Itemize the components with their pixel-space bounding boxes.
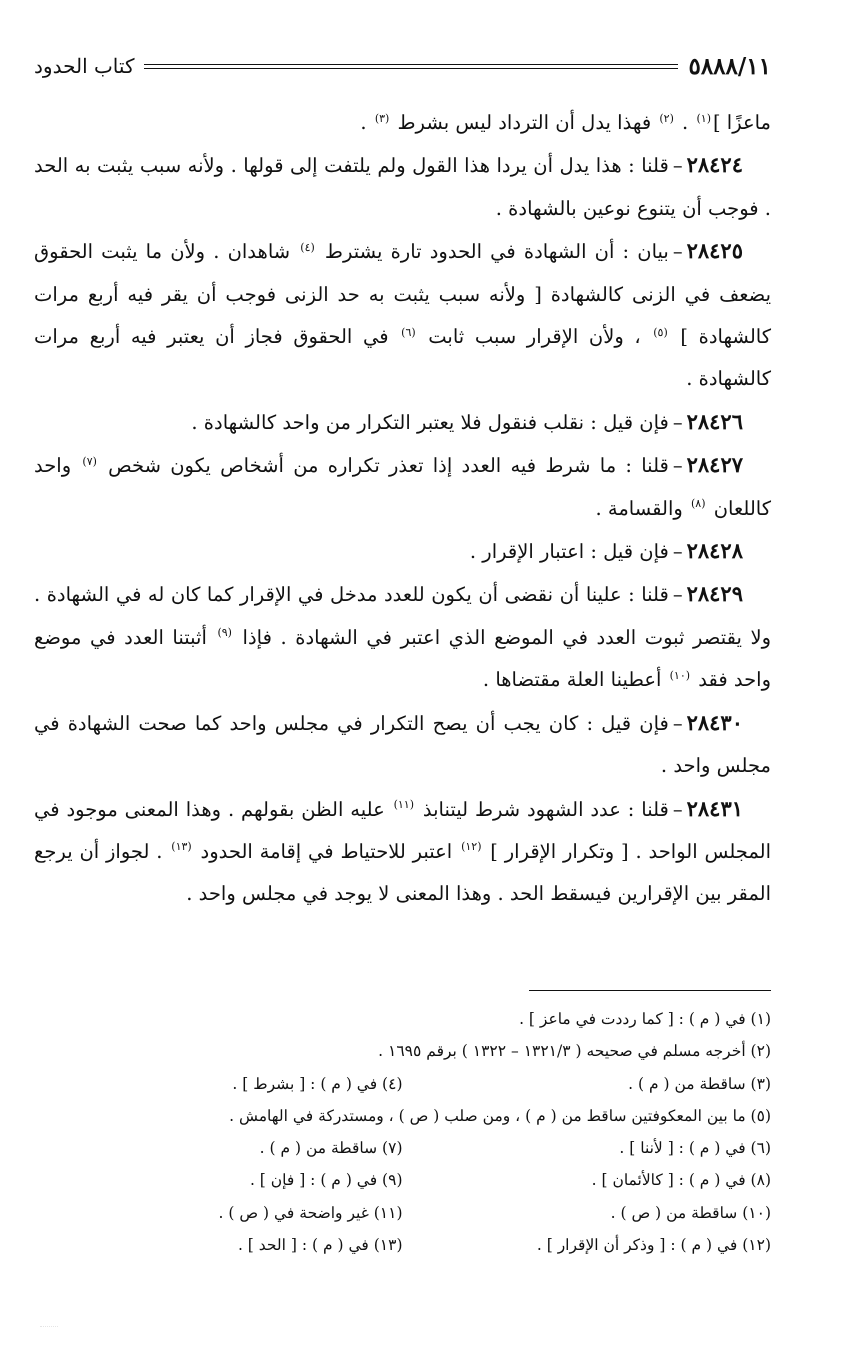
paragraph-text: فإن قيل : نقلب فنقول فلا يعتبر التكرار من واحد كالشهادة . bbox=[191, 410, 669, 434]
footnote-10: (١٠) ساقطة من ( ص ) . bbox=[610, 1203, 771, 1222]
footnote-row bbox=[34, 1132, 771, 1164]
paragraph-text: بيان : أن الشهادة في الحدود تارة يشترط bbox=[316, 240, 669, 264]
paragraph-number: ٢٨٤٢٤ bbox=[686, 152, 743, 178]
paragraph-text: فإن قيل : كان يجب أن يصح التكرار في مجلس واحد كما صحت الشهادة في مجلس واحد . bbox=[34, 711, 771, 778]
paragraph bbox=[34, 444, 771, 530]
footnote-separator bbox=[529, 990, 771, 991]
paragraph bbox=[34, 401, 771, 444]
paragraph-dash: – bbox=[672, 454, 683, 478]
paragraph-text: أعطينا العلة مقتضاها . bbox=[482, 668, 668, 692]
footnote-marker: (٤) bbox=[300, 240, 315, 254]
paragraph-text: قلنا : عدد الشهود شرط ليتنابذ bbox=[416, 797, 669, 821]
footnote-2: (٢) أخرجه مسلم في صحيحه ( ١٣٢١/٣ – ١٣٢٢ ) برقم ١٦٩٥ . bbox=[378, 1042, 771, 1061]
paragraph-number: ٢٨٤٢٦ bbox=[686, 408, 743, 434]
footnote-marker: (١) bbox=[696, 111, 711, 125]
paragraph-text: شاهدان . ولأن ما يثبت الحقوق يضعف في الزنى كالشهادة [ ولأنه سبب يثبت به حد الزنى فوجب أن يقر فيه أربع مرات كالشهادة ] bbox=[34, 240, 771, 349]
paragraph-text: فإن قيل : اعتبار الإقرار . bbox=[469, 540, 669, 564]
paragraph-dash: – bbox=[672, 797, 683, 821]
paragraph-dash: – bbox=[672, 540, 683, 564]
paragraph-text: في الحقوق فجاز أن يعتبر فيه أربع مرات كالشهادة . bbox=[34, 325, 771, 391]
paragraph-dash: – bbox=[672, 240, 683, 264]
paragraph-text: فهذا يدل أن الترداد ليس بشرط bbox=[391, 111, 658, 134]
paragraph-number: ٢٨٤٣٠ bbox=[686, 709, 743, 735]
paragraph bbox=[34, 102, 771, 144]
footnote-marker: (١٣) bbox=[171, 840, 192, 854]
footnote-1: (١) في ( م ) : [ كما رددت في ماعز ] . bbox=[519, 1010, 771, 1028]
footnote-marker: (١٢) bbox=[461, 840, 482, 854]
paragraph-number: ٢٨٤٢٨ bbox=[686, 538, 743, 564]
paragraph-number: ٢٨٤٢٩ bbox=[686, 581, 743, 607]
paragraph-number: ٢٨٤٢٥ bbox=[686, 238, 743, 264]
paragraph-text: قلنا : علينا أن نقضى أن يكون للعدد مدخل في الإقرار كما كان له في الشهادة . ولا يقتصر ثبوت العدد في الموضع الذي اعتبر في الشهادة . فإذا bbox=[34, 583, 771, 649]
paragraph-dash: – bbox=[672, 711, 683, 735]
book-title: كتاب الحدود bbox=[34, 54, 135, 78]
footnote-marker: (٩) bbox=[217, 626, 232, 640]
page-number: ٥٨٨٨/١١ bbox=[688, 52, 771, 80]
header-double-rule bbox=[144, 64, 678, 69]
footnote-4: (٤) في ( م ) : [ بشرط ] . bbox=[232, 1074, 403, 1093]
paragraph-text: اعتبر للاحتياط في إقامة الحدود bbox=[193, 839, 460, 863]
paragraph-text: والقسامة . bbox=[595, 496, 689, 520]
paragraph-text: . bbox=[360, 111, 373, 134]
footnote-marker: (٥) bbox=[653, 325, 668, 339]
footnote-row bbox=[34, 1197, 771, 1229]
paragraph bbox=[34, 788, 771, 916]
paragraph-text: ، ولأن الإقرار سبب ثابت bbox=[417, 325, 652, 349]
paragraph-text: ماعزًا ] bbox=[712, 111, 771, 134]
running-header bbox=[34, 48, 771, 84]
footnote-marker: (٨) bbox=[690, 497, 706, 511]
paragraph-dash: – bbox=[672, 583, 683, 607]
book-page bbox=[34, 0, 771, 1345]
paragraph-number: ٢٨٤٣١ bbox=[686, 795, 744, 821]
scan-smudge bbox=[40, 1320, 58, 1327]
paragraph-text: عليه الظن بقولهم . وهذا المعنى موجود في المجلس الواحد . [ وتكرار الإقرار ] bbox=[34, 797, 771, 863]
footnote-6: (٦) في ( م ) : [ لأننا ] . bbox=[619, 1139, 771, 1158]
paragraph-text: قلنا : هذا يدل أن يردا هذا القول ولم يلتفت إلى قولها . ولأنه سبب يثبت به الحد . فوجب أن يتنوع نوعين بالشهادة . bbox=[34, 154, 771, 220]
footnote-row bbox=[34, 1229, 771, 1261]
paragraph bbox=[34, 573, 771, 701]
paragraph-text: أثبتنا العدد في موضع واحد فقد bbox=[34, 625, 771, 692]
footnote-marker: (٣) bbox=[374, 111, 390, 125]
footnote-9: (٩) في ( م ) : [ فإن ] . bbox=[249, 1171, 403, 1190]
footnote-row bbox=[34, 1164, 771, 1196]
paragraph bbox=[34, 144, 771, 230]
footnote-marker: (٢) bbox=[659, 111, 674, 125]
footnote-marker: (١١) bbox=[393, 798, 415, 811]
footnote-row bbox=[34, 1068, 771, 1100]
footnote-marker: (١٠) bbox=[669, 668, 691, 682]
paragraph-text: . bbox=[675, 111, 695, 134]
paragraph bbox=[34, 230, 771, 401]
footnote-5: (٥) ما بين المعكوفتين ساقط من ( م ) ، ومن صلب ( ص ) ، ومستدركة في الهامش . bbox=[229, 1106, 771, 1125]
paragraph-dash: – bbox=[672, 154, 683, 178]
paragraph bbox=[34, 530, 771, 573]
paragraph-number: ٢٨٤٢٧ bbox=[686, 452, 744, 478]
footnote-7: (٧) ساقطة من ( م ) . bbox=[259, 1139, 403, 1158]
footnote-12: (١٢) في ( م ) : [ وذكر أن الإقرار ] . bbox=[536, 1236, 771, 1255]
paragraph-dash: – bbox=[672, 410, 683, 434]
paragraph-text: واحد كاللعان bbox=[34, 454, 771, 520]
footnote-marker: (٦) bbox=[401, 325, 416, 339]
footnote-11: (١١) غير واضحة في ( ص ) . bbox=[218, 1203, 403, 1222]
footnotes bbox=[34, 1003, 771, 1261]
paragraph bbox=[34, 702, 771, 788]
footnote-8: (٨) في ( م ) : [ كالأئمان ] . bbox=[591, 1171, 771, 1190]
footnote-3: (٣) ساقطة من ( م ) . bbox=[628, 1074, 771, 1093]
paragraph-text: . لجواز أن يرجع المقر بين الإقرارين فيسقط الحد . وهذا المعنى لا يوجد في مجلس واحد . bbox=[34, 839, 771, 906]
main-text bbox=[34, 102, 771, 916]
paragraph-text: قلنا : ما شرط فيه العدد إذا تعذر تكراره من أشخاص يكون شخص bbox=[98, 454, 669, 478]
footnote-13: (١٣) في ( م ) : [ الحد ] . bbox=[237, 1236, 403, 1255]
footnote-marker: (٧) bbox=[82, 454, 97, 468]
